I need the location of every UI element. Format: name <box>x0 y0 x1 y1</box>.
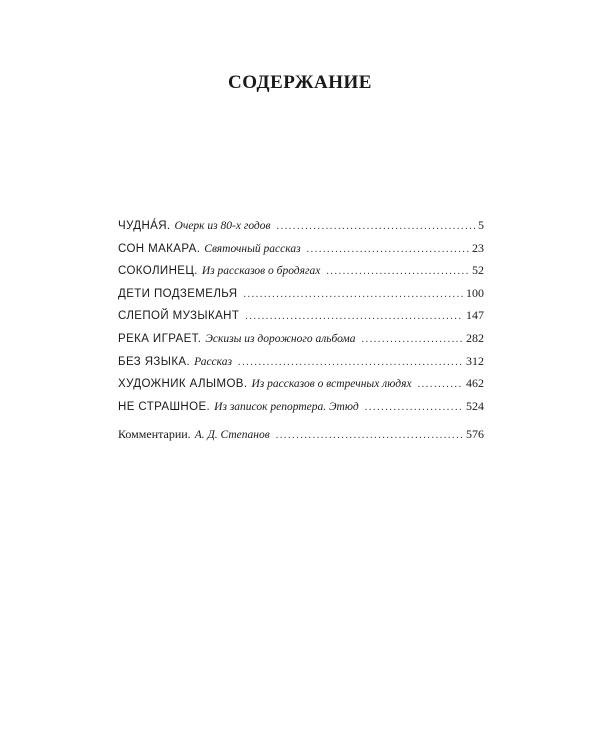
toc-entry <box>118 327 484 350</box>
toc-entry-subtitle: Рассказ <box>194 355 232 368</box>
dot-leader <box>307 239 469 262</box>
dot-leader <box>418 374 463 397</box>
toc-entry-page: 147 <box>466 308 484 323</box>
toc-entry <box>118 237 484 260</box>
toc-entry-subtitle: А. Д. Степанов <box>194 429 270 442</box>
toc-entry <box>118 259 484 282</box>
dot-leader <box>245 306 463 329</box>
toc-entry-subtitle: Очерк из 80-х годов <box>174 220 271 232</box>
toc-entry-page: 462 <box>466 376 484 391</box>
toc-entry <box>118 282 484 305</box>
toc-entry <box>118 372 484 395</box>
toc-entry <box>118 395 484 418</box>
toc-entry-subtitle: Эскизы из дорожного альбома <box>205 332 356 345</box>
toc-entry-title: ХУДОЖНИК АЛЫМОВ. <box>118 378 248 391</box>
toc-entry-page: 576 <box>466 427 484 442</box>
dot-leader <box>277 216 476 239</box>
dot-leader <box>276 425 463 448</box>
toc-entry-title: СЛЕПОЙ МУЗЫКАНТ <box>118 310 240 323</box>
table-of-contents <box>118 214 484 446</box>
toc-entry <box>118 304 484 327</box>
toc-entry-page: 524 <box>466 398 484 413</box>
toc-entry <box>118 214 484 237</box>
dot-leader <box>326 261 469 284</box>
toc-entry-commentary <box>118 423 484 446</box>
toc-entry-title: СОН МАКАРА. <box>118 242 201 255</box>
toc-entry-page: 5 <box>478 218 484 232</box>
dot-leader <box>365 397 463 420</box>
toc-entry <box>118 350 484 373</box>
toc-entry-page: 52 <box>472 263 484 278</box>
toc-entry-page: 312 <box>466 353 484 368</box>
toc-entry-page: 282 <box>466 330 484 345</box>
toc-entry-title: СОКОЛИНЕЦ. <box>118 265 198 278</box>
dot-leader <box>243 284 463 307</box>
toc-entry-title: Комментарии. <box>118 427 191 442</box>
toc-entry-subtitle: Святочный рассказ <box>204 242 301 255</box>
toc-entry-title: ДЕТИ ПОДЗЕМЕЛЬЯ <box>118 287 238 300</box>
dot-leader <box>362 329 464 352</box>
toc-entry-page: 23 <box>472 240 484 255</box>
page-heading: СОДЕРЖАНИЕ <box>228 72 372 93</box>
toc-entry-title: БЕЗ ЯЗЫКА. <box>118 355 191 368</box>
toc-entry-page: 100 <box>466 285 484 300</box>
toc-entry-subtitle: Из рассказов о бродягах <box>201 265 321 278</box>
toc-entry-title: НЕ СТРАШНОЕ. <box>118 400 211 413</box>
toc-entry-title: РЕКА ИГРАЕТ. <box>118 332 202 345</box>
toc-entry-title: ЧУДНА́Я. <box>118 220 171 232</box>
dot-leader <box>238 352 463 375</box>
toc-entry-subtitle: Из записок репортера. Этюд <box>214 400 359 413</box>
toc-entry-subtitle: Из рассказов о встречных людях <box>251 378 412 391</box>
